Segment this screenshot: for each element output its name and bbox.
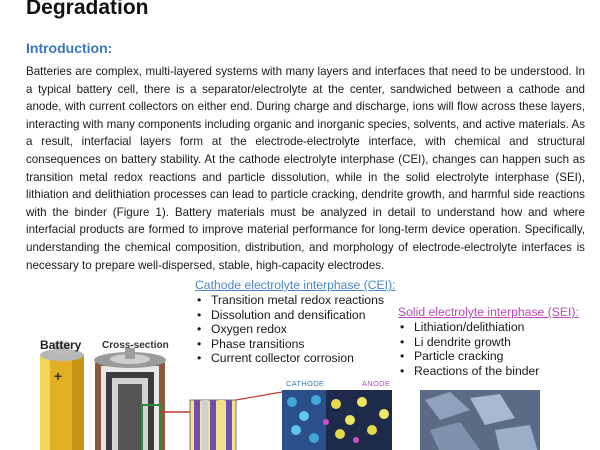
paragraph-line: Batteries are complex, multi-layered systems with many layers and interfaces that need to be understood. <box>26 65 576 78</box>
cross-section-label: Cross-section <box>102 340 169 351</box>
battery-illustration <box>40 340 84 450</box>
particle-interface-illustration <box>282 390 392 450</box>
cei-item: • Dissolution and densification <box>195 308 396 323</box>
sei-list <box>398 305 579 378</box>
cei-item: • Transition metal redox reactions <box>195 293 396 308</box>
paragraph-line: electrode-electrolyte interfaces is necessary to prepare well-dispersed, stable, high-capacity electrodes. <box>26 240 585 272</box>
cei-title: Cathode electrolyte interphase (CEI): <box>195 278 396 292</box>
paragraph-line: operation. Specifically, understanding the chemical composition, distribution, and morphology of <box>26 223 585 254</box>
paragraph-line: layers, interacting with many components including organic and inorganic species, solvents, and active <box>26 100 585 131</box>
sei-title: Solid electrolyte interphase (SEI): <box>398 305 579 319</box>
anode-tag: ANODE <box>362 379 391 388</box>
cei-item: • Oxygen redox <box>195 322 396 337</box>
sei-item: • Lithiation/delithiation <box>398 320 579 335</box>
paragraph-line: happen such as transition metal redox reactions and particle dissolution, while in the solid electrolyte <box>26 152 586 184</box>
layer-stack-illustration <box>190 400 236 450</box>
paragraph-line: harmful side reactions with the binder (Figure 1). Battery materials must be analyzed in detail to understand <box>26 188 585 219</box>
paragraph-line: materials. As a result, interfacial layers form at the electrode-electrolyte interface, with chemical and <box>26 117 585 149</box>
cross-section-illustration <box>94 348 166 450</box>
cei-item: • Current collector corrosion <box>195 351 396 366</box>
sem-image-illustration <box>420 390 540 450</box>
sei-item: • Particle cracking <box>398 349 579 364</box>
cathode-tag: CATHODE <box>286 379 325 388</box>
sei-item: • Li dendrite growth <box>398 335 579 350</box>
paragraph-line: In a typical battery cell, there is a separator/electrolyte at the center, sandwiched between a cathode and <box>26 65 585 96</box>
cei-list <box>195 278 396 366</box>
cei-item: • Phase transitions <box>195 337 396 352</box>
paragraph-line: anode, with current collectors on either end. During charge and discharge, ions will flow across these <box>26 100 551 114</box>
introduction-paragraph <box>26 63 585 274</box>
paragraph-line: structural consequences on battery stability. At the cathode electrolyte interphase (CEI), changes can <box>26 135 585 166</box>
sei-item: • Reactions of the binder <box>398 364 579 379</box>
paragraph-line: interphase (SEI), lithiation and delithiation processes can lead to particle cracking, dendrite growth, and <box>26 170 585 202</box>
positive-terminal-label: + <box>54 368 63 384</box>
paragraph-line: how and where interfacial products are formed to improve material performance for long-term device <box>26 205 585 237</box>
battery-label: Battery <box>40 338 82 352</box>
introduction-title: Introduction: <box>26 40 113 56</box>
page-heading: Degradation <box>26 0 149 19</box>
